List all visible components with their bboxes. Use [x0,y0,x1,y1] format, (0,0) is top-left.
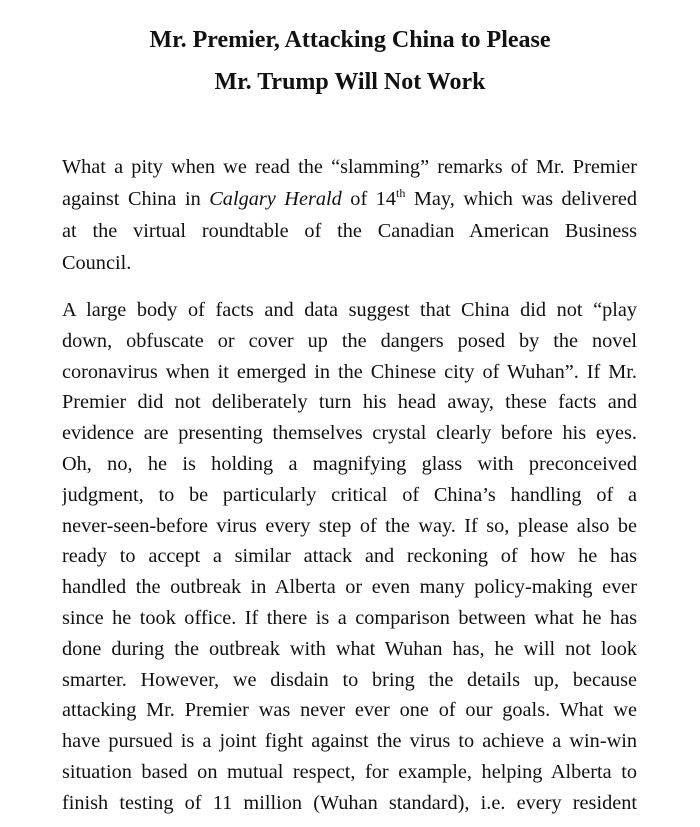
ordinal-suffix: th [396,186,406,200]
text-line: at the virtual roundtable of the Canadian American Business [62,220,637,242]
text-line: coronavirus when it emerged in the Chinese city of Wuhan”. If Mr. [62,360,637,383]
text-line: done during the outbreak with what Wuhan has, he will not look [62,637,637,660]
text-line: finish testing of 11 million (Wuhan standard), i.e. every resident [62,791,637,814]
publication-name: Calgary Herald [209,188,342,210]
text-line: judgment, to be particularly critical of China’s handling of a [62,483,637,506]
title-line-1: Mr. Premier, Attacking China to Please [149,27,551,53]
text-line: attacking Mr. Premier was never ever one of our goals. What we [62,699,637,722]
paragraph-1 [62,151,637,279]
text-line: What a pity when we read the “slamming” remarks of Mr. Premier [62,156,637,178]
text-span: against China in [62,188,210,210]
text-line: situation based on mutual respect, for example, helping Alberta to [62,760,637,783]
text-line: have pursued is a joint fight against the virus to achieve a win-win [62,730,637,753]
text-line: evidence are presenting themselves crystal clearly before his eyes. [62,422,637,445]
text-line: handled the outbreak in Alberta or even many policy-making ever [62,576,637,599]
text-span: May, which was delivered [405,188,637,210]
text-line: A large body of facts and data suggest that China did not “play [62,299,637,321]
paragraph-2 [62,295,637,819]
text-line: since he took office. If there is a comparison between what he has [62,606,637,629]
text-line: Premier did not deliberately turn his head away, these facts and [62,391,637,414]
text-line: ready to accept a similar attack and reckoning of how he has [62,545,637,568]
text-line [62,183,637,215]
text-line: Council. [62,252,132,274]
text-line: Oh, no, he is holding a magnifying glass with preconceived [62,452,637,475]
text-line: down, obfuscate or cover up the dangers posed by the novel [62,329,637,352]
title-line-2: Mr. Trump Will Not Work [214,69,486,95]
text-line: smarter. However, we disdain to bring the details up, because [62,668,637,691]
text-span: of 14 [341,188,397,210]
text-line: never-seen-before virus every step of the way. If so, please also be [62,514,637,537]
